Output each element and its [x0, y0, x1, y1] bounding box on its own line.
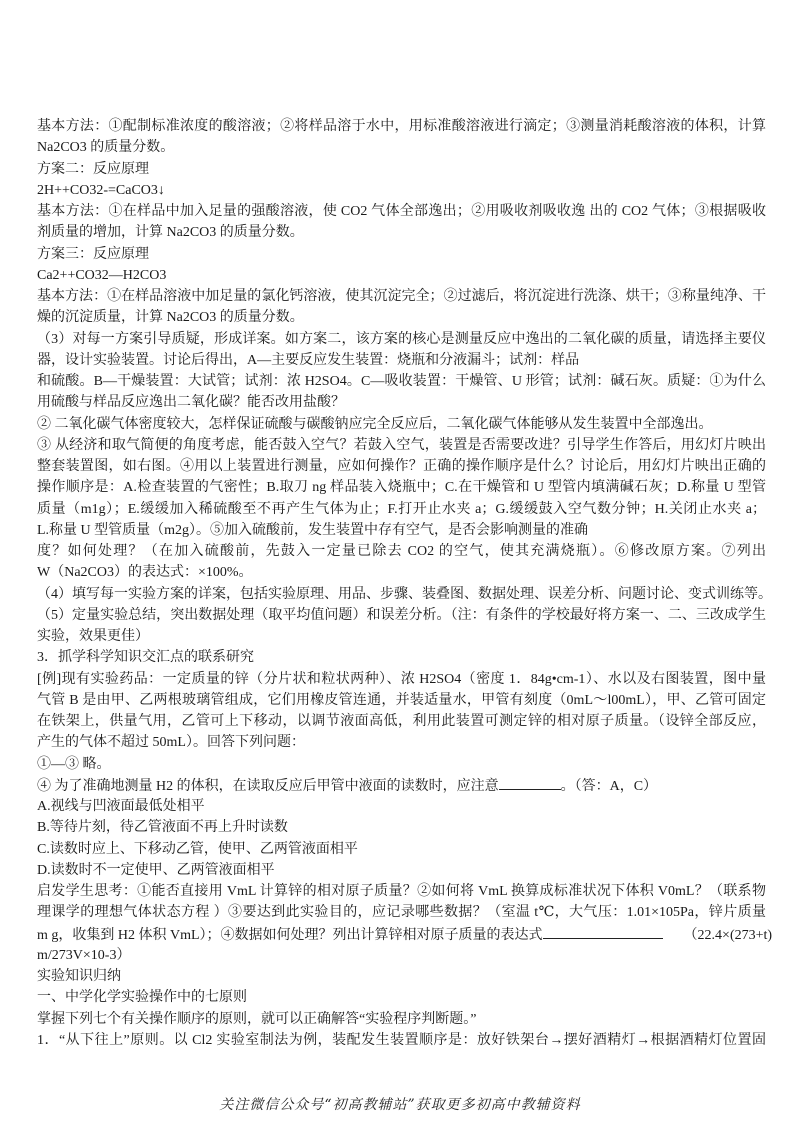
text-line: D.读数时不一定使甲、乙两管液面相平	[37, 862, 275, 878]
text-line: 气管 B 是由甲、乙两根玻璃管组成，它们用橡皮管连通，并装适量水，甲管有刻度（0mL～l00mL），甲、乙管可固定	[37, 692, 766, 708]
text-line	[37, 924, 773, 945]
line-text-after: 。（答：A，C）	[560, 778, 658, 794]
text-line: 3．抓学科学知识交汇点的联系研究	[37, 650, 254, 666]
text-line: 方案三：反应原理	[37, 246, 149, 262]
text-line: 器，设计实验装置。讨论后得出，A—主要反应发生装置：烧瓶和分液漏斗；试剂：样品	[37, 352, 580, 368]
answer-blank	[543, 924, 663, 939]
text-line: 理课学的理想气体状态方程 ）③要达到此实验目的，应记录哪些数据？（室温 t℃，大气压：1.01×105Pa，锌片质量	[37, 905, 766, 921]
text-line: m/273V×10-3）	[37, 947, 131, 963]
text-line: 基本方法：①配制标准浓度的酸溶液；②将样品溶于水中，用标准酸溶液进行滴定；③测量消耗酸溶液的体积，计算	[37, 119, 766, 134]
text-line: 一、中学化学实验操作中的七原则	[37, 990, 247, 1006]
text-line: L.称量 U 型管质量（m2g）。⑤加入硫酸前，发生装置中存有空气，是否会影响测量的准确	[37, 522, 589, 538]
text-line	[37, 775, 766, 796]
line-text: ④ 为了准确地测量 H2 的体积，在读取反应后甲管中液面的读数时，应注意	[37, 778, 499, 794]
text-line: （5）定量实验总结，突出数据处理（取平均值问题）和误差分析。（注：有条件的学校最好将方案一、二、三改成学生	[37, 607, 766, 623]
text-line: W（Na2CO3）的表达式：×100%。	[37, 565, 253, 581]
answer-blank	[499, 775, 561, 790]
line-text-after: （22.4×(273+t)	[662, 927, 773, 943]
text-line: 整套装置图，如右图。④用以上装置进行测量，应如何操作？正确的操作顺序是什么？讨论后，用幻灯片映出正确的	[37, 459, 766, 474]
text-line: Na2CO3 的质量分数。	[37, 140, 175, 156]
text-line: C.读数时应上、下移动乙管，使甲、乙两管液面相平	[37, 841, 358, 857]
text-line: 掌握下列七个有关操作顺序的原则，就可以正确解答“实验程序判断题。”	[37, 1011, 477, 1027]
text-line: [例]现有实验药品：一定质量的锌（分片状和粒状两种）、浓 H2SO4（密度 1．84g•cm-1）、水以及右图装置，图中量	[37, 671, 766, 687]
text-line: 实验知识归纳	[37, 969, 121, 984]
text-line: 产生的气体不超过 50mL）。回答下列问题：	[37, 735, 305, 751]
text-line: 和硫酸。B—干燥装置：大试管；试剂：浓 H2SO4。C—吸收装置：干燥管、U 形管；试剂：碱石灰。质疑：①为什么	[37, 374, 766, 389]
page-footer: 关注微信公众号“初高教辅站”获取更多初高中教辅资料	[219, 1097, 581, 1113]
text-line: ①—③ 略。	[37, 756, 111, 772]
text-line: A.视线与凹液面最低处相平	[37, 799, 205, 814]
text-line: 质量（m1g）；E.缓缓加入稀硫酸至不再产生气体为止；F.打开止水夹 a；G.缓缓鼓入空气数分钟；H.关闭止水夹 a；	[37, 501, 766, 517]
text-line: （4）填写每一实验方案的详案，包括实验原理、用品、步骤、装叠图、数据处理、误差分析、问题讨论、变式训练等。	[37, 586, 772, 602]
text-line: 2H++CO32-=CaCO3↓	[37, 182, 165, 198]
document-body	[37, 116, 773, 1051]
line-text: m g，收集到 H2 体积 VmL）；④数据如何处理？列出计算锌相对原子质量的表达式	[37, 927, 543, 943]
text-line: （3）对每一方案引导质疑，形成详案。如方案二，该方案的核心是测量反应中逸出的二氧化碳的质量，请选择主要仪	[37, 331, 766, 347]
text-line: 方案二：反应原理	[37, 161, 149, 177]
text-line: 燥的沉淀质量，计算 Na2CO3 的质量分数。	[37, 310, 304, 326]
text-line: 在铁架上，供量气用，乙管可上下移动，以调节液面高低，利用此装置可测定锌的相对原子质量。（设锌全部反应，	[37, 714, 766, 729]
text-line: B.等待片刻，待乙管液面不再上升时读数	[37, 820, 288, 836]
text-line: 基本方法：①在样品中加入足量的强酸溶液，使 CO2 气体全部逸出；②用吸收剂吸收逸 出的 CO2 气体；③根据吸收	[37, 204, 766, 219]
text-line: ③ 从经济和取气简便的角度考虑，能否鼓入空气？若鼓入空气，装置是否需要改进？引导学生作答后，用幻灯片映出	[37, 437, 766, 453]
text-line: ② 二氧化碳气体密度较大，怎样保证硫酸与碳酸钠应完全反应后，二氧化碳气体能够从发生装置中全部逸出。	[37, 416, 713, 432]
text-line: 剂质量的增加，计算 Na2CO3 的质量分数。	[37, 225, 304, 241]
text-line: 度？如何处理？（在加入硫酸前，先鼓入一定量已除去 CO2 的空气，使其充满烧瓶）。⑥修改原方案。⑦列出	[37, 544, 766, 559]
text-line: 用硫酸与样品反应逸出二氧化碳？能否改用盐酸？	[37, 395, 345, 411]
text-line: 1．“从下往上”原则。以 Cl2 实验室制法为例，装配发生装置顺序是：放好铁架台→摆好酒精灯→根据酒精灯位置固	[37, 1032, 766, 1048]
text-line: 操作顺序是：A.检查装置的气密性；B.取刀 ng 样品装入烧瓶中；C.在干燥管和 U 型管内填满碱石灰；D.称量 U 型管	[37, 480, 766, 496]
text-line: Ca2++CO32—H2CO3	[37, 267, 167, 283]
text-line: 基本方法：①在样品溶液中加足量的氯化钙溶液，使其沉淀完全；②过滤后，将沉淀进行洗涤、烘干；③称量纯净、干	[37, 289, 766, 304]
text-line: 启发学生思考：①能否直接用 VmL 计算锌的相对原子质量？②如何将 VmL 换算成标准状况下体积 V0mL？（联系物	[37, 884, 766, 899]
text-line: 实验，效果更佳）	[37, 629, 149, 644]
